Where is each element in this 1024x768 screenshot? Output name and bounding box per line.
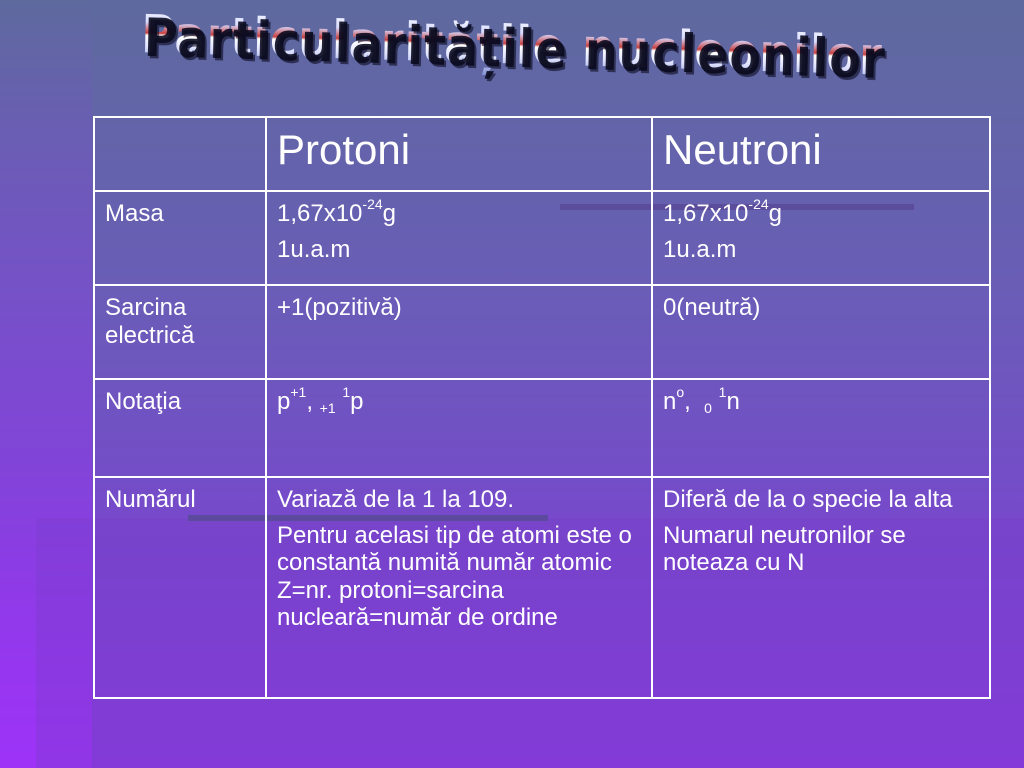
notation-symbol: p: [277, 388, 291, 415]
masa-neutroni-exp: -24: [748, 196, 769, 212]
header-protoni: Protoni: [266, 117, 652, 191]
notation-charge: o: [676, 384, 685, 400]
numarul-protoni: [266, 477, 652, 698]
notation-subscript: +1: [319, 400, 336, 416]
header-neutroni: Neutroni: [652, 117, 990, 191]
numarul-protoni-p1: Variază de la 1 la 109.: [277, 486, 515, 513]
table-row-notatia: [94, 379, 990, 477]
table-row-numarul: [94, 477, 990, 698]
masa-protoni-base: 1,67x10: [277, 200, 363, 227]
table-header-row: [94, 117, 990, 191]
notation-subscript: 0: [704, 400, 712, 416]
notation-symbol: p: [350, 388, 364, 415]
nucleon-table: [93, 116, 991, 699]
row-label-numarul: Numărul: [94, 477, 266, 698]
masa-neutroni-base: 1,67x10: [663, 200, 749, 227]
notation-mass-number: 1: [342, 384, 351, 400]
row-label-notatia: Notaţia: [94, 379, 266, 477]
row-label-masa: Masa: [94, 191, 266, 285]
numarul-protoni-p2: Pentru acelasi tip de atomi este o constantă numită număr atomic Z=nr. protoni=sarcina nucleară=număr de ordine: [277, 521, 632, 632]
notatia-protoni: [266, 379, 652, 477]
header-empty-cell: [94, 117, 266, 191]
masa-protoni-uam: 1u.a.m: [277, 235, 351, 263]
title-container: [0, 2, 1024, 88]
numarul-neutroni-p2: Numarul neutronilor se noteaza cu N: [663, 521, 906, 577]
notation-charge: +1: [290, 384, 307, 400]
sarcina-neutroni: 0(neutră): [652, 285, 990, 379]
notation-separator: ,: [306, 388, 313, 415]
masa-neutroni-unit: g: [768, 200, 782, 227]
masa-neutroni: [652, 191, 990, 285]
notatia-neutroni: [652, 379, 990, 477]
notation-symbol: n: [663, 388, 677, 415]
masa-protoni: [266, 191, 652, 285]
numarul-neutroni: [652, 477, 990, 698]
masa-protoni-unit: g: [382, 200, 396, 227]
table-row-sarcina: [94, 285, 990, 379]
sarcina-protoni: +1(pozitivă): [266, 285, 652, 379]
notation-mass-number: 1: [718, 384, 727, 400]
notation-separator: ,: [684, 388, 691, 415]
masa-protoni-exp: -24: [362, 196, 383, 212]
numarul-neutroni-p1: Diferă de la o specie la alta: [663, 486, 953, 513]
slide-title: Particularitățile nucleonilor: [140, 2, 884, 88]
masa-neutroni-uam: 1u.a.m: [663, 235, 737, 263]
table-row-masa: [94, 191, 990, 285]
row-label-sarcina: Sarcina electrică: [94, 285, 266, 379]
notation-symbol: n: [726, 388, 740, 415]
